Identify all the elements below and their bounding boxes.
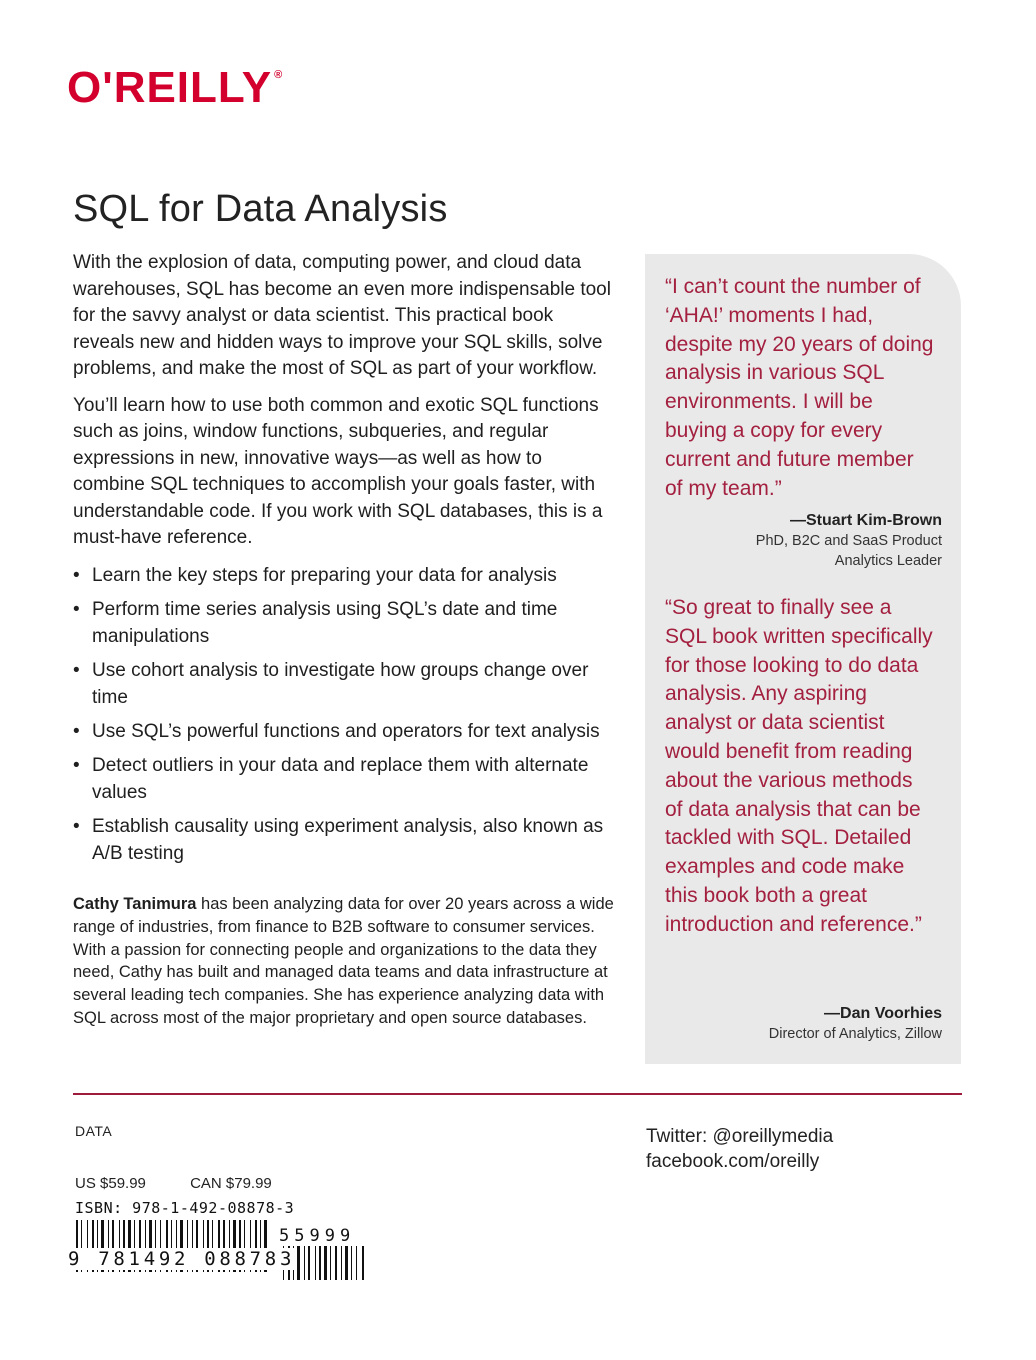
testimonial-quote: “So great to finally see a SQL book written specifically for those looking to do data analysis. Any aspiring analyst or data scientist would benefit from reading about the various methods of data analysis that can be tackled with SQL. Detailed examples and code make this book both a great introduction and reference.”: [665, 596, 933, 936]
price-can: CAN $79.99: [190, 1175, 272, 1192]
barcode-bar: [319, 1246, 321, 1280]
barcode-bar: [308, 1246, 310, 1280]
author-bio: Cathy Tanimura has been analyzing data for over 20 years across a wide range of industries, from finance to B2B software to consumer services. With a passion for connecting people and organizations to the data they need, Cathy has built and managed data teams and data infrastructure at several leading tech companies. She has experience analyzing data with SQL across most of the major proprietary and open source databases.: [73, 895, 614, 1027]
category-label: DATA: [75, 1123, 113, 1139]
barcode-bar: [356, 1246, 357, 1280]
barcode-bar: [335, 1246, 337, 1280]
price-us: US $59.99: [75, 1175, 146, 1192]
barcode-bar: [297, 1246, 300, 1280]
testimonial-role: Director of Analytics, Zillow: [768, 1026, 942, 1042]
barcode-bar: [345, 1246, 348, 1280]
barcode-bar: [362, 1246, 364, 1280]
bullet-icon: •: [73, 754, 80, 776]
social-links: [646, 1124, 833, 1174]
barcode-bar: [351, 1246, 352, 1280]
feature-item: • Use cohort analysis to investigate how groups change over time: [73, 657, 618, 711]
testimonial-attribution: [769, 1004, 942, 1044]
testimonial-role: Analytics Leader: [834, 553, 942, 569]
bullet-icon: •: [73, 659, 80, 681]
bullet-icon: •: [73, 815, 80, 837]
barcode-bar: [315, 1246, 316, 1280]
description-paragraph: With the explosion of data, computing power, and cloud data warehouses, SQL has become an even more indispensable tool for the savvy analyst or data scientist. This practical book reveals new and hidden ways to improve your SQL skills, solve problems, and make the most of SQL as part of your workflow.: [73, 252, 611, 379]
barcode-bar: [330, 1246, 331, 1280]
feature-item: • Perform time series analysis using SQL’s date and time manipulations: [73, 596, 618, 650]
book-title: SQL for Data Analysis: [73, 188, 448, 230]
testimonial-attribution: [756, 511, 942, 571]
barcode-bar: [341, 1246, 342, 1280]
barcode-digits: 9 781492 088783: [68, 1248, 296, 1270]
feature-item: • Establish causality using experiment analysis, also known as A/B testing: [73, 813, 618, 867]
barcode-bar: [304, 1246, 305, 1280]
testimonial-author: —Dan Voorhies: [824, 1005, 942, 1022]
bullet-icon: •: [73, 564, 80, 586]
section-divider: [73, 1093, 962, 1095]
barcode-bar: [324, 1246, 327, 1280]
price-line: [75, 1175, 272, 1192]
bullet-icon: •: [73, 720, 80, 742]
barcode-price-code: 55999: [279, 1226, 356, 1246]
feature-item: • Detect outliers in your data and replace them with alternate values: [73, 752, 618, 806]
testimonial-quote: “I can’t count the number of ‘AHA!’ moments I had, despite my 20 years of doing analysis in various SQL environments. I will be buying a copy for every current and future member of my team.”: [665, 275, 934, 500]
isbn: ISBN: 978-1-492-08878-3: [75, 1199, 295, 1217]
facebook-link[interactable]: facebook.com/oreilly: [646, 1151, 820, 1172]
feature-item: • Use SQL’s powerful functions and operators for text analysis: [73, 718, 618, 745]
description-paragraph: You’ll learn how to use both common and exotic SQL functions such as joins, window functions, subqueries, and regular expressions in new, innovative ways—as well as how to combine SQL techniques to accomplish your goals faster, with understandable code. If you work with SQL databases, this is a must-have reference.: [73, 394, 603, 548]
feature-list: [73, 562, 618, 867]
author-name: Cathy Tanimura: [73, 895, 197, 913]
testimonial-role: PhD, B2C and SaaS Product: [755, 533, 942, 549]
twitter-link[interactable]: Twitter: @oreillymedia: [646, 1126, 834, 1147]
book-description: [73, 250, 618, 874]
testimonial-author: —Stuart Kim-Brown: [790, 512, 942, 529]
bullet-icon: •: [73, 598, 80, 620]
feature-item: • Learn the key steps for preparing your data for analysis: [73, 562, 618, 589]
oreilly-logo: O'REILLY ®: [67, 63, 284, 112]
